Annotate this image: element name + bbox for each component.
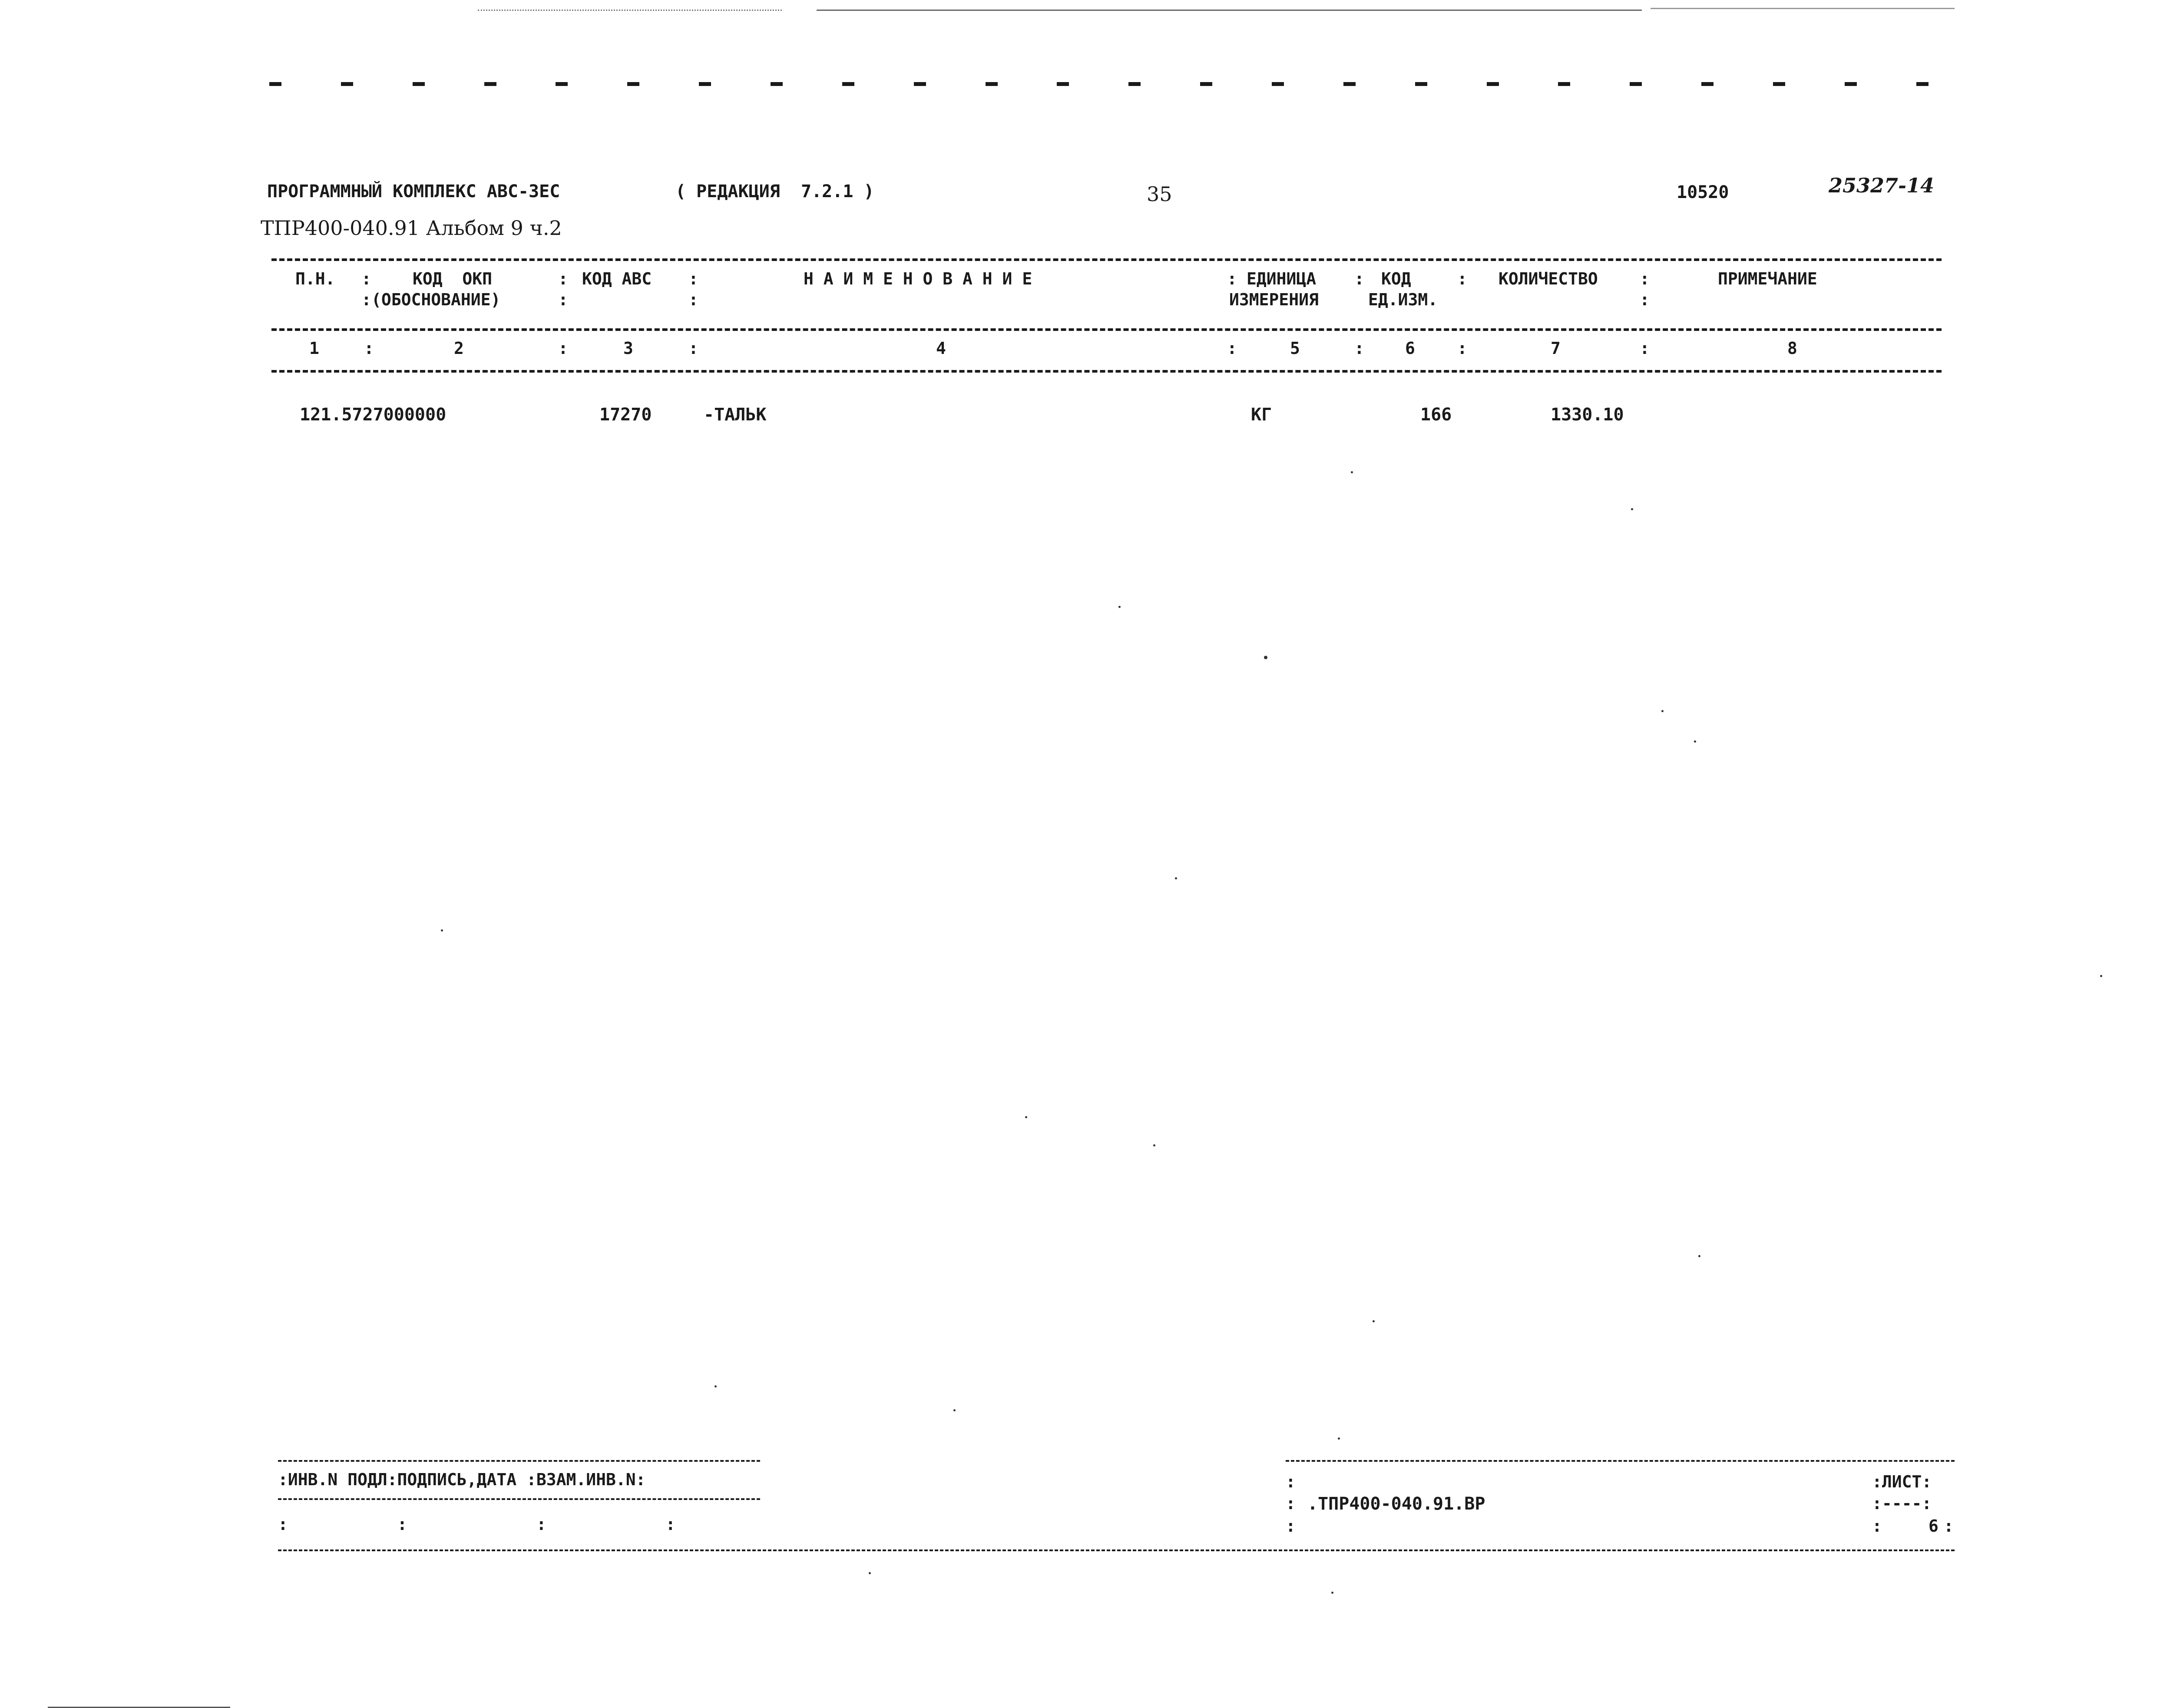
page-number: 35 — [1147, 182, 1172, 206]
footer-sheet-label: :ЛИСТ: — [1872, 1472, 1932, 1491]
sep: : — [1944, 1516, 1954, 1536]
table-header-rule — [271, 328, 1942, 331]
col-header-name: Н А И М Е Н О В А Н И Е — [804, 269, 1032, 288]
col-header-quantity: КОЛИЧЕСТВО — [1498, 269, 1598, 288]
row-quantity: 1330.10 — [1551, 405, 1624, 425]
col-num-2: 2 — [454, 339, 464, 358]
scan-speck — [869, 1572, 871, 1574]
sep: : — [1286, 1472, 1296, 1491]
footer-left-top-rule — [278, 1460, 760, 1462]
col-num-4: 4 — [936, 339, 946, 358]
sep: : — [688, 339, 698, 358]
col-num-8: 8 — [1787, 339, 1797, 358]
scan-speck — [2100, 975, 2102, 977]
col-header-unit-code: КОД — [1381, 269, 1411, 288]
sep: : — [1640, 269, 1650, 288]
footer-doc-code: .ТПР400-040.91.ВР — [1307, 1494, 1485, 1514]
sep: : — [558, 269, 568, 288]
scan-speck — [1694, 740, 1696, 743]
footer-sheet-sep: :----: — [1872, 1494, 1932, 1513]
sep: : — [1354, 269, 1364, 288]
col-header-okp: КОД ОКП — [413, 269, 493, 288]
row-unit-code: 166 — [1420, 405, 1452, 425]
header-code-a: 10520 — [1677, 182, 1729, 202]
footer-right-top-rule — [1286, 1460, 1955, 1462]
scan-edge-dots — [478, 10, 782, 11]
scan-edge-line-2 — [1651, 8, 1955, 9]
col-header-unit-code-2: ЕД.ИЗМ. — [1368, 290, 1438, 309]
scan-speck — [1373, 1320, 1375, 1322]
sep: : — [1354, 339, 1364, 358]
scan-speck — [1175, 877, 1177, 879]
program-title: ПРОГРАММНЫЙ КОМПЛЕКС АВС-3ЕС — [267, 182, 560, 202]
sep: : — [1640, 290, 1650, 309]
edition-label: ( РЕДАКЦИЯ 7.2.1 ) — [675, 182, 874, 202]
row-pn-okp: 121.5727000000 — [300, 405, 447, 425]
table-top-rule — [271, 258, 1942, 261]
col-num-3: 3 — [623, 339, 633, 358]
sep: : — [1640, 339, 1650, 358]
scan-speck — [1338, 1437, 1340, 1440]
col-num-7: 7 — [1551, 339, 1561, 358]
col-header-pn: П.Н. — [295, 269, 335, 288]
sep: : — [364, 339, 374, 358]
scan-speck — [441, 929, 443, 932]
sep: : — [688, 290, 698, 309]
row-abc-code: 17270 — [599, 405, 652, 425]
scan-speck — [1698, 1255, 1700, 1257]
sep: : — [1457, 339, 1467, 358]
scan-speck — [1118, 606, 1121, 608]
scan-speck — [1264, 656, 1267, 659]
sep: : — [558, 339, 568, 358]
footer-left-row: : : : : — [278, 1515, 676, 1534]
scan-edge-line — [817, 10, 1642, 11]
col-header-note: ПРИМЕЧАНИЕ — [1718, 269, 1817, 288]
footer-bottom-rule — [278, 1549, 1955, 1551]
sep: : — [361, 290, 371, 309]
sep: : — [1457, 269, 1467, 288]
sep: : — [1286, 1516, 1296, 1536]
scan-speck — [1351, 471, 1353, 473]
sep: : — [1286, 1494, 1296, 1513]
sep: : — [558, 290, 568, 309]
col-header-unit-measure: ИЗМЕРЕНИЯ — [1229, 290, 1319, 309]
footer-left-mid-rule — [278, 1498, 760, 1500]
sep: : — [361, 269, 371, 288]
scan-speck — [1153, 1144, 1155, 1146]
col-header-unit: ЕДИНИЦА — [1247, 269, 1317, 288]
scan-speck — [1661, 710, 1664, 712]
row-name: -ТАЛЬК — [704, 405, 767, 425]
footer-sheet-number: 6 — [1929, 1516, 1938, 1536]
header-code-b: 25327-14 — [1829, 174, 1935, 197]
sep: : — [1872, 1516, 1882, 1536]
sep: : — [1227, 269, 1237, 288]
col-header-okp-basis: (ОБОСНОВАНИЕ) — [371, 290, 501, 309]
col-num-6: 6 — [1405, 339, 1415, 358]
footer-left-header: :ИНВ.N ПОДЛ:ПОДПИСЬ,ДАТА :ВЗАМ.ИНВ.N: — [278, 1470, 646, 1489]
perforation-dashes — [269, 79, 1929, 88]
table-numbers-rule — [271, 370, 1942, 373]
row-unit: КГ — [1251, 405, 1272, 425]
col-num-1: 1 — [309, 339, 319, 358]
scan-speck — [715, 1385, 717, 1388]
sep: : — [1227, 339, 1237, 358]
scan-speck — [1025, 1116, 1027, 1118]
scan-speck — [953, 1409, 956, 1411]
scan-speck — [1631, 508, 1633, 510]
scan-speck — [1331, 1592, 1333, 1594]
sep: : — [688, 269, 698, 288]
col-num-5: 5 — [1290, 339, 1300, 358]
col-header-abc: КОД АВС — [582, 269, 652, 288]
album-label: ТПР400-040.91 Альбом 9 ч.2 — [261, 216, 562, 240]
